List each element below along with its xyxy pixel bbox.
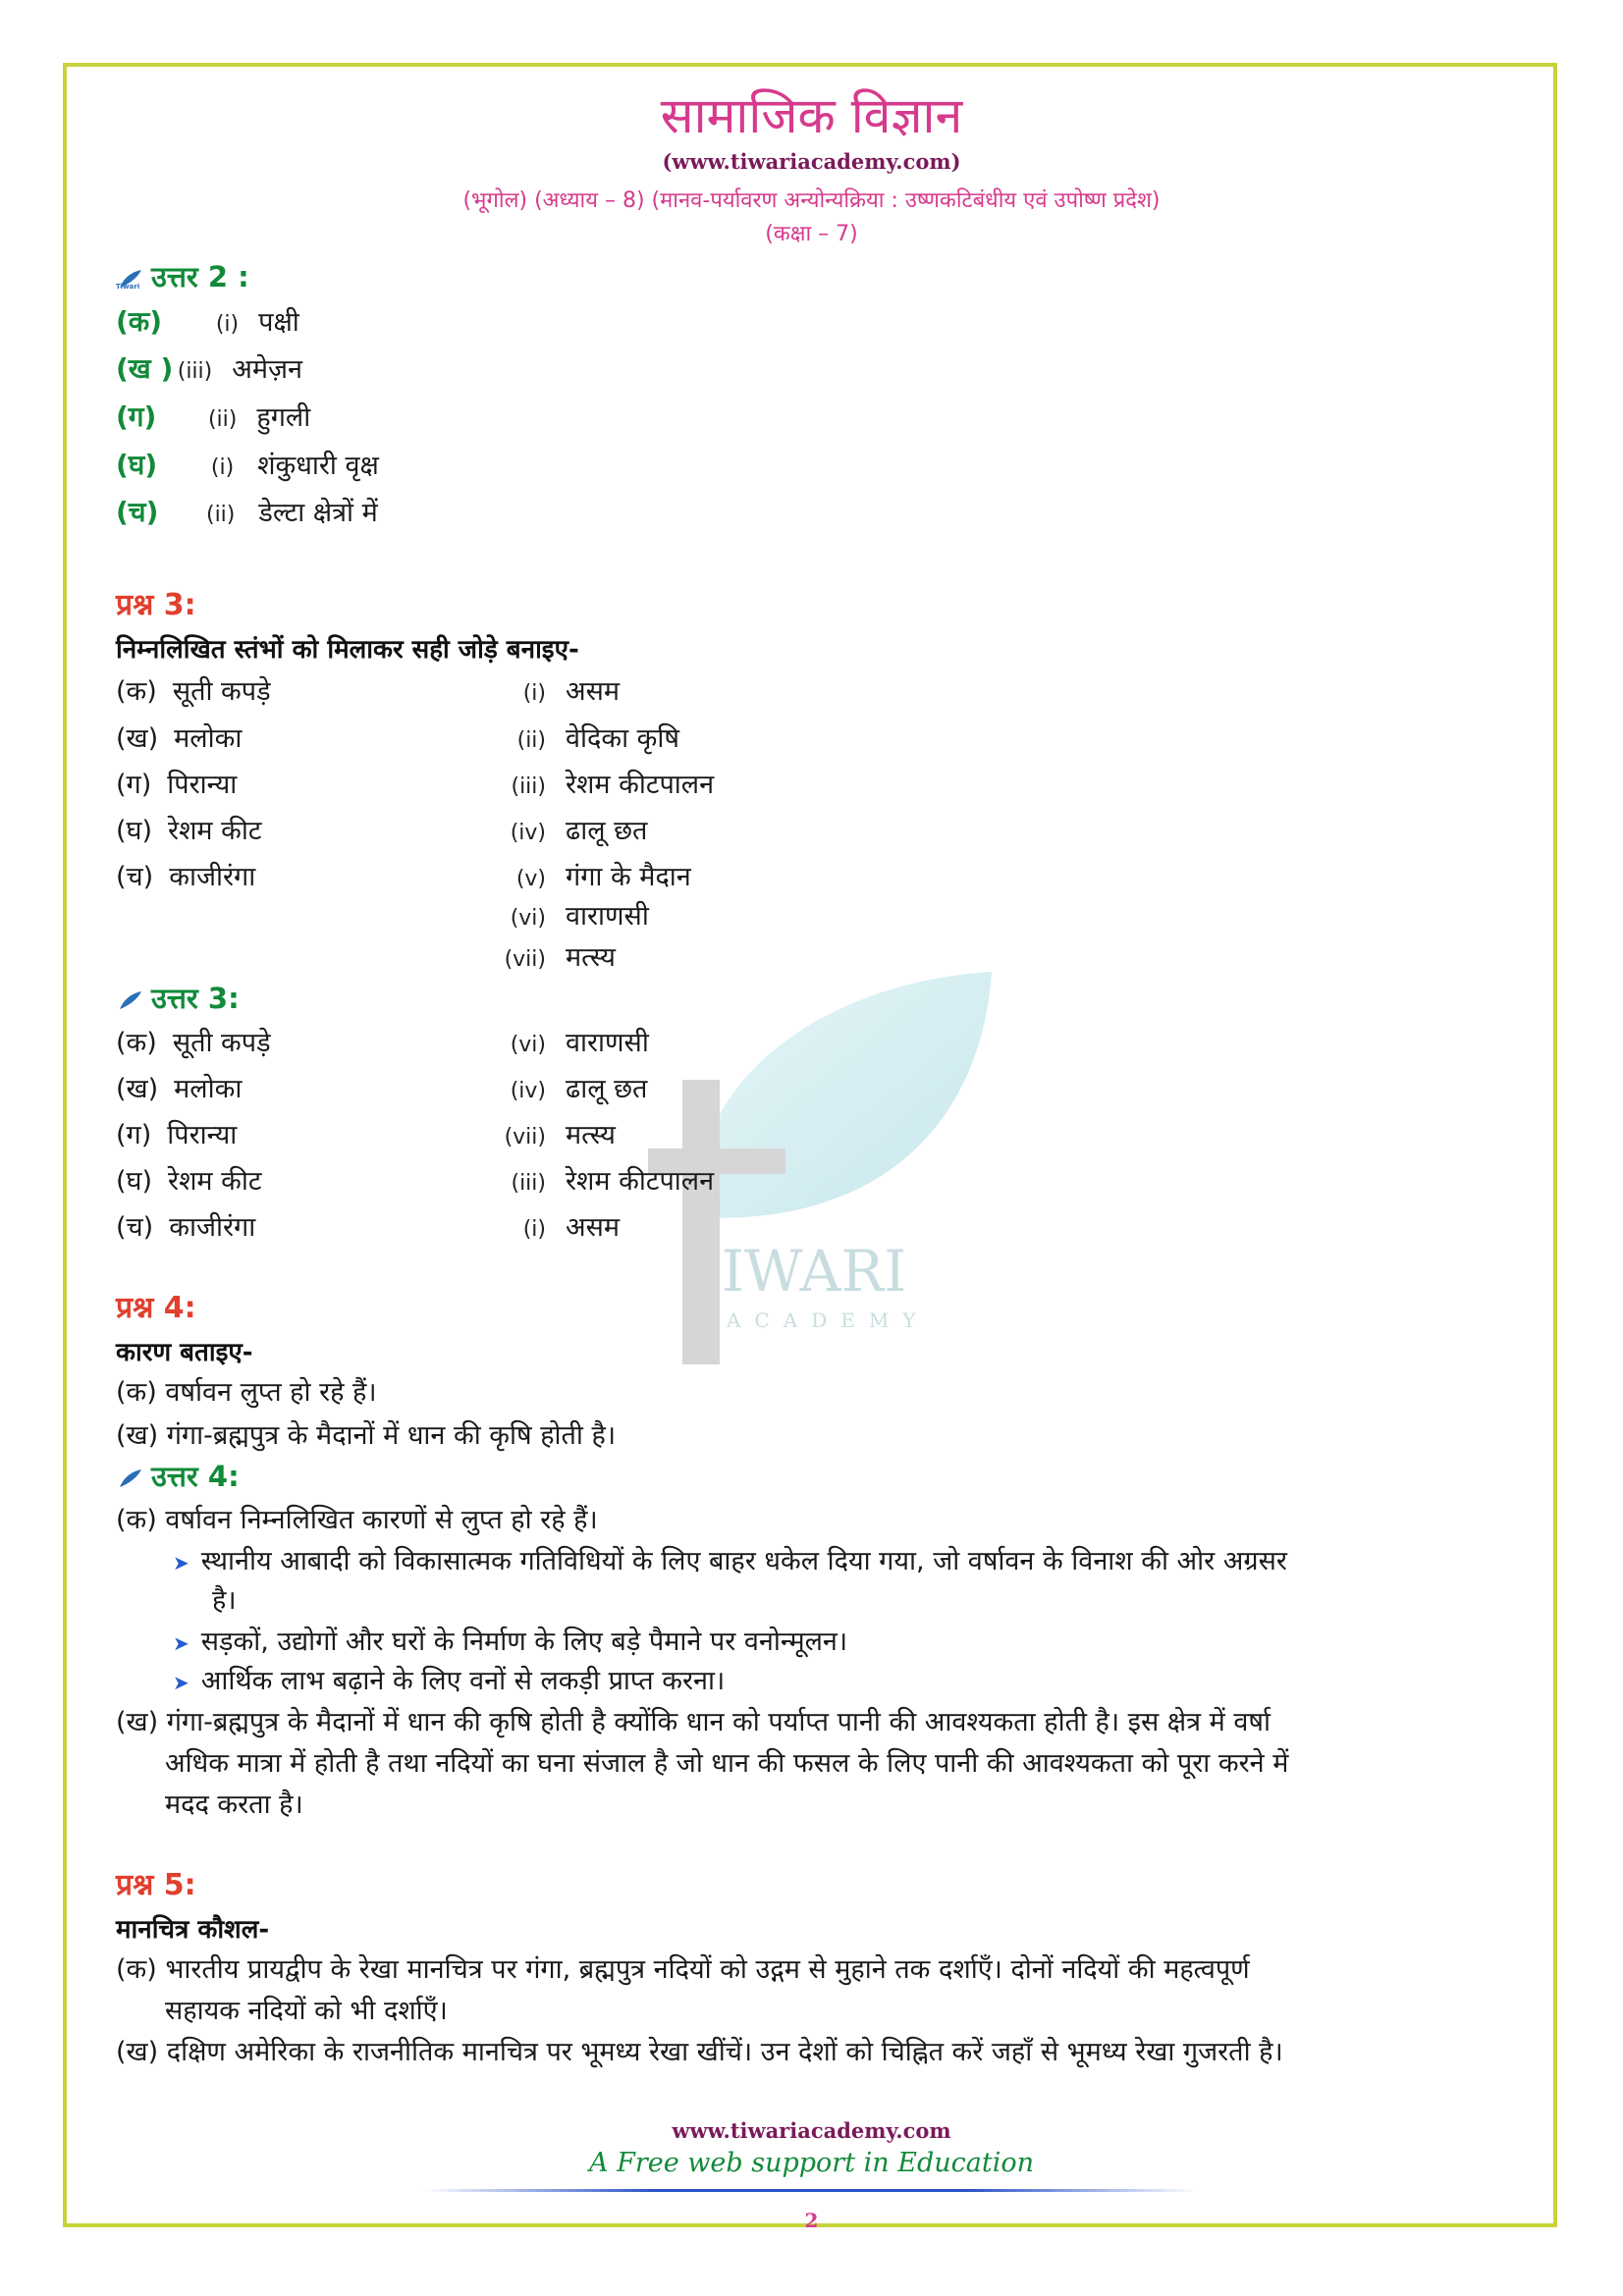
answer-2-item: [116, 349, 302, 387]
item-text: शंकुधारी वृक्ष: [257, 451, 379, 481]
answer-4-bullet-continued: है।: [212, 1585, 237, 1616]
item-text: मलोका: [174, 1074, 243, 1104]
item-label: (घ): [116, 816, 153, 846]
question-5-line: (क) भारतीय प्रायद्वीप के रेखा मानचित्र पर गंगा, ब्रह्मपुत्र नदियों को उद्गम से मुहाने तक दर्शाएँ। दोनों नदियों की महत्वपूर्ण: [116, 1954, 1250, 1985]
item-text: पिरान्या: [167, 1120, 238, 1150]
item-text: डेल्टा क्षेत्रों में: [258, 498, 378, 528]
item-text: वाराणसी: [566, 1028, 649, 1058]
item-text: रेशम कीटपालन: [566, 1166, 715, 1197]
item-number: (i): [210, 455, 235, 480]
q3-right-item: [491, 857, 691, 893]
bullet-text: स्थानीय आबादी को विकासात्मक गतिविधियों के लिए बाहर धकेल दिया गया, जो वर्षावन के विनाश की ओर अग्रसर: [200, 1546, 1287, 1576]
question-5-line: (ख) दक्षिण अमेरिका के राजनीतिक मानचित्र पर भूमध्य रेखा खींचें। उन देशों को चिह्नित करें जहाँ से भूमध्य रेखा गुजरती है।: [116, 2037, 1283, 2067]
item-text: गंगा के मैदान: [566, 862, 691, 892]
question-4-line: (क) वर्षावन लुप्त हो रहे हैं।: [116, 1377, 377, 1408]
q3-right-item: [491, 811, 647, 847]
answer-2-heading-text: उत्तर 2 :: [151, 260, 249, 294]
a3-left-item: [116, 1207, 255, 1244]
question-5-heading: प्रश्न 5:: [116, 1868, 196, 1902]
question-5-line: सहायक नदियों को भी दर्शाएँ।: [165, 1996, 448, 2026]
question-3-heading: प्रश्न 3:: [116, 588, 196, 622]
arrow-bullet-icon: ➤: [173, 1631, 189, 1655]
q3-right-item: [491, 719, 679, 755]
answer-3-heading: [116, 979, 240, 1017]
item-label: (ख ): [116, 352, 174, 385]
answer-4-kh-line: मदद करता है।: [165, 1789, 303, 1820]
item-number: (i): [215, 312, 240, 337]
q3-left-item: [116, 671, 271, 708]
q3-right-item: [491, 896, 649, 933]
item-number: (ii): [207, 407, 238, 432]
answer-2-item: [116, 302, 299, 340]
answer-2-item: [116, 446, 379, 483]
answer-2-item: [116, 398, 310, 435]
answer-4-heading-text: उत्तर 4:: [151, 1460, 240, 1493]
page-number: 2: [804, 2209, 819, 2232]
item-label: (ग): [116, 770, 152, 800]
item-text: ढालू छत: [566, 816, 648, 846]
item-text: मत्स्य: [566, 942, 616, 973]
item-number: (vi): [510, 906, 546, 931]
item-text: रेशम कीट: [168, 1166, 262, 1197]
item-number: (vi): [510, 1033, 546, 1057]
footer-url[interactable]: www.tiwariacademy.com: [672, 2118, 951, 2143]
item-label: (ख): [116, 723, 159, 754]
item-text: वाराणसी: [566, 901, 649, 932]
item-number: (vii): [504, 1125, 546, 1149]
question-5-prompt: मानचित्र कौशल-: [116, 1915, 270, 1945]
item-number: (v): [515, 867, 546, 891]
a3-left-item: [116, 1023, 271, 1059]
answer-4-kh-line: अधिक मात्रा में होती है तथा नदियों का घना संजाल है जो धान की फसल के लिए पानी की आवश्यकता को पूरा करने में: [165, 1748, 1289, 1779]
item-label: (च): [116, 862, 154, 892]
answer-4-kh-line: (ख) गंगा-ब्रह्मपुत्र के मैदानों में धान की कृषि होती है क्योंकि धान को पर्याप्त पानी की आवश्यकता होती है। इस क्षेत्र में वर्षा: [116, 1707, 1271, 1737]
item-text: सूती कपड़े: [172, 1028, 271, 1058]
item-label: (च): [116, 1212, 154, 1243]
q3-right-item: [491, 937, 616, 974]
a3-right-item: [491, 1115, 616, 1151]
item-text: वेदिका कृषि: [566, 723, 679, 754]
bullet-text: आर्थिक लाभ बढ़ाने के लिए वनों से लकड़ी प्राप्त करना।: [200, 1666, 726, 1696]
item-label: (घ): [116, 449, 158, 481]
item-number: (iv): [510, 821, 546, 845]
a3-left-item: [116, 1115, 237, 1151]
item-text: हुगली: [256, 402, 311, 433]
item-number: (i): [522, 1217, 546, 1242]
arrow-bullet-icon: ➤: [173, 1551, 189, 1575]
quill-icon: [116, 989, 143, 1011]
answer-4-intro: (क) वर्षावन निम्नलिखित कारणों से लुप्त हो रहे हैं।: [116, 1505, 598, 1535]
watermark-brand-text: IWARI: [722, 1238, 907, 1305]
question-4-heading: प्रश्न 4:: [116, 1291, 196, 1325]
item-text: पक्षी: [258, 307, 299, 338]
answer-4-bullet: [173, 1622, 847, 1658]
item-label: (क): [116, 305, 163, 338]
item-number: (iii): [511, 1171, 546, 1196]
item-label: (क): [116, 1028, 157, 1058]
q3-right-item: [491, 671, 620, 708]
item-text: रेशम कीटपालन: [566, 770, 715, 800]
q3-left-item: [116, 811, 262, 847]
chapter-line: (भूगोल) (अध्याय – 8) (मानव-पर्यावरण अन्योन्यक्रिया : उष्णकटिबंधीय एवं उपोष्ण प्रदेश): [462, 188, 1161, 213]
answer-2-item: [116, 493, 378, 530]
item-text: रेशम कीट: [168, 816, 262, 846]
item-text: ढालू छत: [566, 1074, 648, 1104]
item-number: (i): [522, 681, 546, 706]
svg-text:Tiwari: Tiwari: [116, 283, 140, 290]
footer-divider: [422, 2189, 1198, 2192]
bullet-text: सड़कों, उद्योगों और घरों के निर्माण के लिए बड़े पैमाने पर वनोन्मूलन।: [200, 1627, 848, 1657]
item-label: (ग): [116, 400, 157, 433]
a3-right-item: [491, 1023, 649, 1059]
q3-right-item: [491, 765, 714, 801]
item-number: (vii): [504, 947, 546, 972]
item-text: अमेज़न: [232, 354, 303, 385]
header-url[interactable]: (www.tiwariacademy.com): [662, 149, 961, 174]
item-text: असम: [566, 1212, 621, 1243]
question-4-prompt: कारण बताइए-: [116, 1338, 253, 1367]
item-number: (iii): [177, 359, 213, 384]
page-title: सामाजिक विज्ञान: [660, 87, 963, 144]
item-text: मत्स्य: [566, 1120, 616, 1150]
class-line: (कक्षा – 7): [765, 222, 858, 246]
item-label: (ग): [116, 1120, 152, 1150]
a3-right-item: [491, 1069, 647, 1105]
watermark-sub-text: ACADEMY: [727, 1308, 930, 1332]
answer-4-heading: [116, 1457, 240, 1495]
item-label: (क): [116, 676, 157, 707]
item-text: काजीरंगा: [169, 1212, 256, 1243]
item-label: (च): [116, 496, 159, 528]
item-text: मलोका: [174, 723, 243, 754]
question-3-prompt: निम्नलिखित स्तंभों को मिलाकर सही जोड़े बनाइए-: [116, 635, 579, 665]
answer-3-heading-text: उत्तर 3:: [151, 982, 240, 1015]
answer-4-bullet: [173, 1661, 725, 1697]
item-number: (ii): [205, 503, 236, 527]
item-number: (iv): [510, 1079, 546, 1103]
question-4-line: (ख) गंगा-ब्रह्मपुत्र के मैदानों में धान की कृषि होती है।: [116, 1420, 617, 1451]
answer-2-heading: [116, 257, 249, 295]
item-number: (iii): [511, 774, 546, 799]
q3-left-item: [116, 857, 255, 893]
quill-icon: [116, 268, 143, 290]
item-text: काजीरंगा: [169, 862, 256, 892]
item-text: पिरान्या: [167, 770, 238, 800]
item-text: असम: [566, 676, 621, 707]
footer-tagline: A Free web support in Education: [589, 2148, 1034, 2178]
quill-icon: [116, 1468, 143, 1489]
a3-right-item: [491, 1161, 714, 1198]
item-text: सूती कपड़े: [172, 676, 271, 707]
a3-right-item: [491, 1207, 620, 1244]
item-label: (घ): [116, 1166, 153, 1197]
q3-left-item: [116, 719, 242, 755]
arrow-bullet-icon: ➤: [173, 1671, 189, 1694]
q3-left-item: [116, 765, 237, 801]
item-label: (ख): [116, 1074, 159, 1104]
answer-4-bullet: [173, 1541, 1287, 1577]
item-number: (ii): [516, 728, 546, 753]
a3-left-item: [116, 1069, 242, 1105]
a3-left-item: [116, 1161, 262, 1198]
